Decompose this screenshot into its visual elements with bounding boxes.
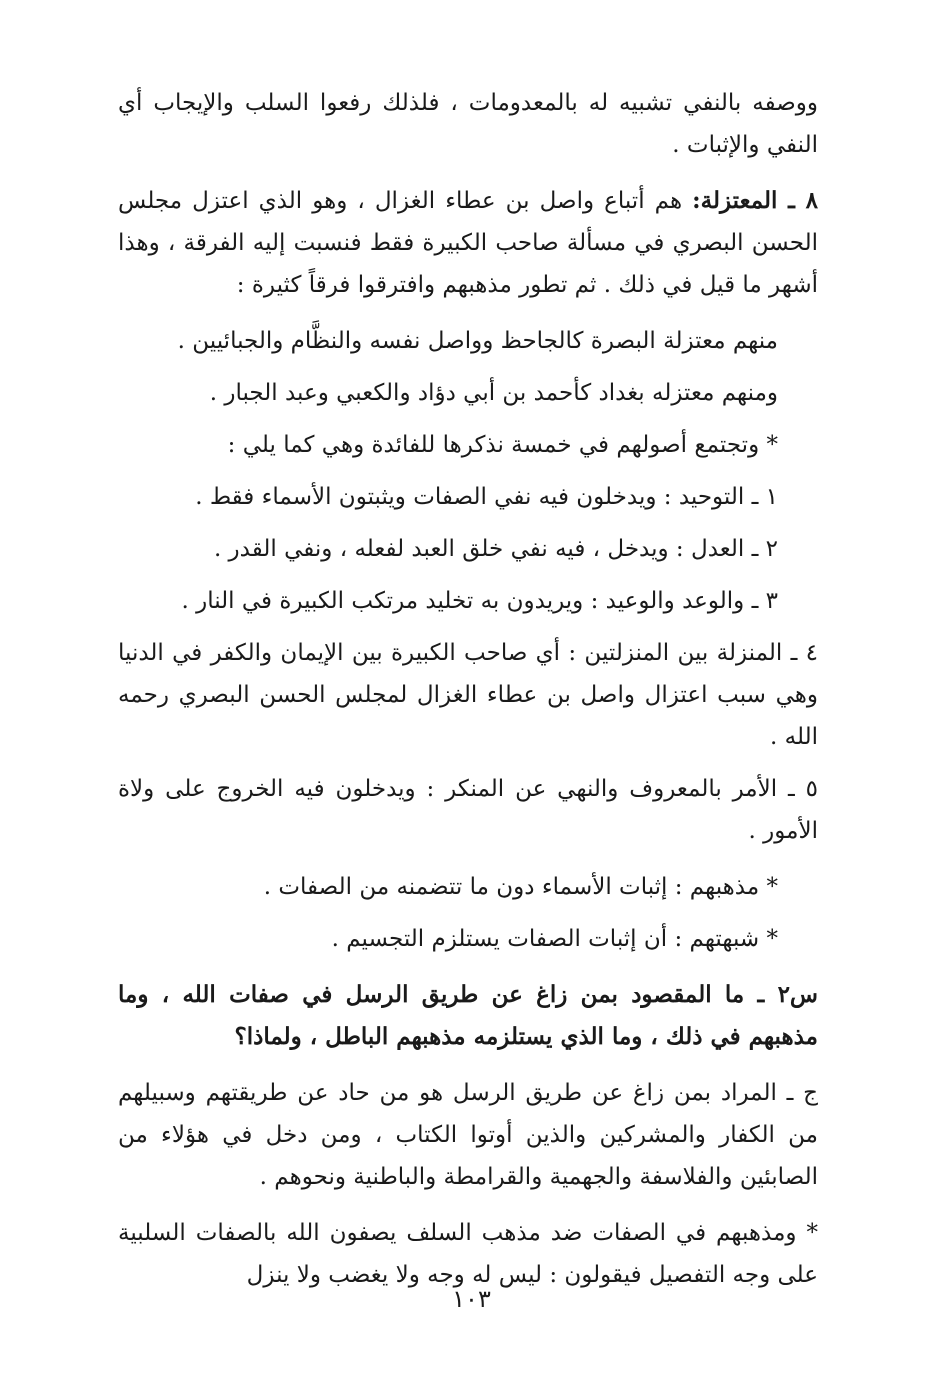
question-label: س٢ ـ xyxy=(757,981,818,1008)
paragraph-text: ٥ ـ الأمر بالمعروف والنهي عن المنكر : ويدخلون فيه الخروج على ولاة الأمور . xyxy=(118,776,818,844)
paragraph-text: * ومذهبهم في الصفات ضد مذهب السلف يصفون الله بالصفات السلبية على وجه التفصيل فيقولون : ليس له وجه ولا يغضب ولا ينزل xyxy=(118,1220,818,1288)
paragraph-madhhab xyxy=(118,866,818,908)
paragraph-usul-intro xyxy=(118,424,818,466)
paragraph-text: ومنهم معتزله بغداد كأحمد بن أبي دؤاد والكعبي وعبد الجبار . xyxy=(209,380,778,406)
list-item-amr xyxy=(118,768,818,852)
paragraph-text: منهم معتزلة البصرة كالجاحظ وواصل نفسه والنظَّام والجبائيين . xyxy=(177,328,778,354)
list-item-waad xyxy=(118,580,818,622)
paragraph-text: * مذهبهم : إثبات الأسماء دون ما تتضمنه من الصفات . xyxy=(263,874,778,900)
paragraph-text: * وتجتمع أصولهم في خمسة نذكرها للفائدة وهي كما يلي : xyxy=(227,432,778,458)
list-item-manzila xyxy=(118,632,818,758)
paragraph-text: ١ ـ التوحيد : ويدخلون فيه نفي الصفات ويثبتون الأسماء فقط . xyxy=(195,484,778,510)
paragraph-text: ووصفه بالنفي تشبيه له بالمعدومات ، فلذلك رفعوا السلب والإيجاب أي النفي والإثبات . xyxy=(118,90,818,158)
paragraph-text: ٢ ـ العدل : ويدخل ، فيه نفي خلق العبد لفعله ، ونفي القدر . xyxy=(213,536,778,562)
paragraph-shubha xyxy=(118,918,818,960)
paragraph-text: هم أتباع واصل بن عطاء الغزال ، وهو الذي اعتزل مجلس الحسن البصري في مسألة صاحب الكبيرة فقط فنسبت إليه الفرقة ، وهذا أشهر ما قيل في ذلك . ثم تطور مذهبهم وافترقوا فرقاً كثيرة : xyxy=(118,188,818,298)
question-2 xyxy=(118,974,818,1058)
paragraph-text: ج ـ المراد بمن زاغ عن طريق الرسل هو من حاد عن طريقتهم وسبيلهم من الكفار والمشركين والذين أوتوا الكتاب ، ومن دخل في هؤلاء من الصابئين والفلاسفة والجهمية والقرامطة والباطنية ونحوهم . xyxy=(118,1080,818,1190)
paragraph-text: ٤ ـ المنزلة بين المنزلتين : أي صاحب الكبيرة بين الإيمان والكفر في الدنيا وهي سبب اعتزال واصل بن عطاء الغزال لمجلس الحسن البصري رحمه الله . xyxy=(118,640,818,750)
page-body xyxy=(118,82,818,1310)
list-item-tawhid xyxy=(118,476,818,518)
list-item-adl xyxy=(118,528,818,570)
paragraph-basra xyxy=(118,320,818,362)
paragraph-text: ٣ ـ والوعد والوعيد : ويريدون به تخليد مرتكب الكبيرة في النار . xyxy=(181,588,778,614)
paragraph-text: * شبهتهم : أن إثبات الصفات يستلزم التجسيم . xyxy=(331,926,778,952)
paragraph-1 xyxy=(118,82,818,166)
section-heading-mutazila: ٨ ـ المعتزلة: xyxy=(692,187,818,214)
page-number: ١٠٣ xyxy=(452,1285,491,1313)
question-text: ما المقصود بمن زاغ عن طريق الرسل في صفات الله ، وما مذهبهم في ذلك ، وما الذي يستلزمه مذهبهم الباطل ، ولماذا؟ xyxy=(118,981,818,1050)
paragraph-baghdad xyxy=(118,372,818,414)
answer-2 xyxy=(118,1072,818,1198)
paragraph-sifat xyxy=(118,1212,818,1296)
paragraph-mutazila xyxy=(118,180,818,306)
